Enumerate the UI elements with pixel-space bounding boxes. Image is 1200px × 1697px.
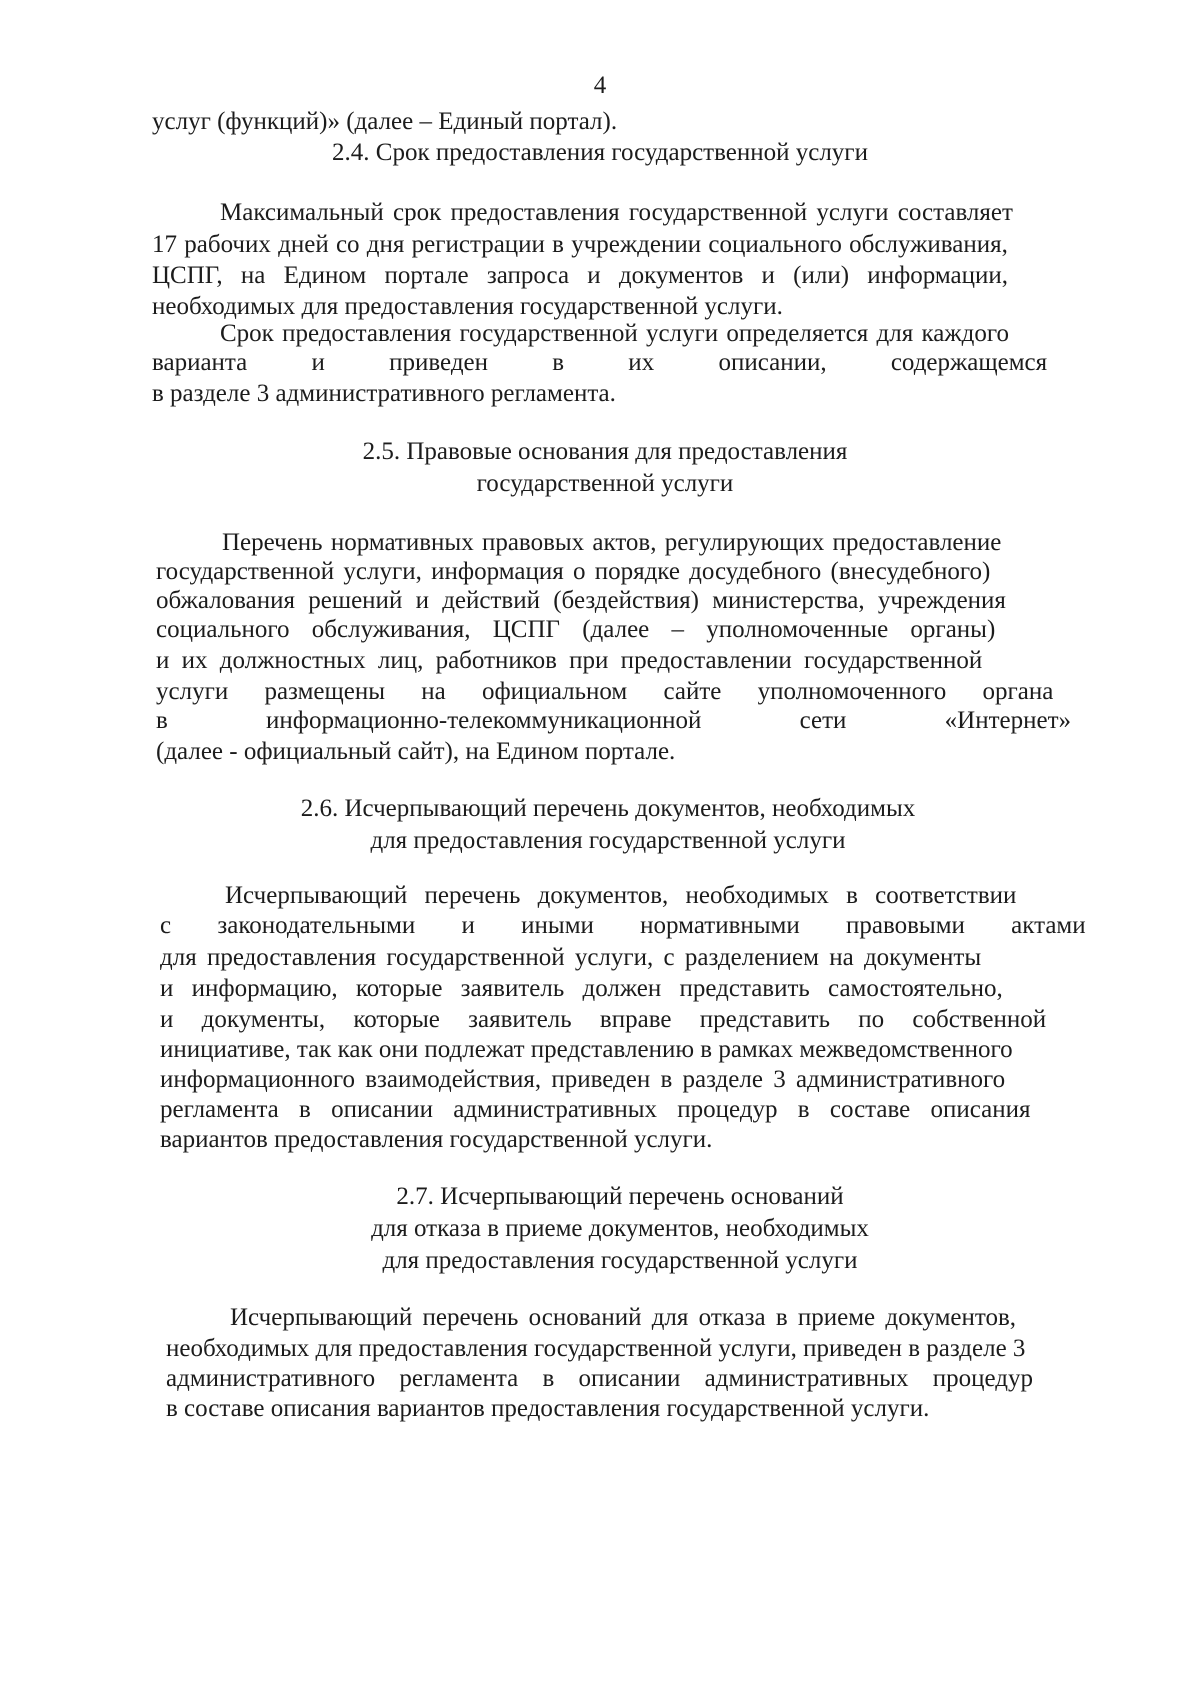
para-line: Исчерпывающий перечень документов, необходимых в соответствии: [225, 882, 1017, 909]
page-number: 4: [593, 72, 607, 99]
para-line-text: [152, 197, 1050, 229]
para-line: варианта и приведен в их описании, содержащемся: [152, 349, 1048, 376]
heading-line: 2.6. Исчерпывающий перечень документов, необходимых: [300, 795, 916, 822]
para-line: Исчерпывающий перечень оснований для отказа в приеме документов,: [230, 1304, 1017, 1331]
heading-line: для отказа в приеме документов, необходимых: [371, 1215, 869, 1242]
para-line: социального обслуживания, ЦСПГ (далее – уполномоченные органы): [156, 616, 996, 643]
para-line: административного регламента в описании административных процедур: [166, 1365, 1033, 1392]
section-2-4-heading: [0, 137, 1200, 169]
section-2-7-heading: [0, 1181, 1200, 1277]
heading-line: государственной услуги: [476, 470, 734, 497]
continuation-line: услуг (функций)» (далее – Единый портал).: [152, 108, 618, 135]
heading-line: 2.7. Исчерпывающий перечень оснований: [396, 1183, 844, 1210]
section-2-6-heading: [0, 793, 1200, 857]
section-2-5-heading: [0, 436, 1200, 500]
para-line: инициативе, так как они подлежат представлению в рамках межведомственного: [160, 1036, 1013, 1063]
para-line: в информационно-телекоммуникационной сети «Интернет»: [156, 707, 1072, 734]
para-line: (далее - официальный сайт), на Едином портале.: [156, 738, 676, 765]
para-line: регламента в описании административных процедур в составе описания: [160, 1096, 1031, 1123]
para-line: для предоставления государственной услуги, с разделением на документы: [160, 944, 982, 971]
heading-line: для предоставления государственной услуги: [370, 827, 846, 854]
para-line: и их должностных лиц, работников при предоставлении государственной: [156, 647, 983, 674]
para-line: информационного взаимодействия, приведен в разделе 3 административного: [160, 1066, 1006, 1093]
para-line: [152, 197, 1050, 229]
heading-line: 2.4. Срок предоставления государственной услуги: [332, 139, 868, 166]
para-line: и информацию, которые заявитель должен представить самостоятельно,: [160, 975, 1003, 1002]
para-line: 17 рабочих дней со дня регистрации в учреждении социального обслуживания,: [152, 231, 1008, 258]
para-line: в составе описания вариантов предоставления государственной услуги.: [166, 1395, 930, 1422]
para-line: Перечень нормативных правовых актов, регулирующих предоставление: [222, 529, 1002, 556]
para-line: с законодательными и иными нормативными правовыми актами: [160, 912, 1086, 939]
heading-line: для предоставления государственной услуги: [382, 1247, 858, 1274]
para-line: вариантов предоставления государственной услуги.: [160, 1126, 713, 1153]
heading-line: 2.5. Правовые основания для предоставления: [362, 438, 848, 465]
para-line: ЦСПГ, на Едином портале запроса и документов и (или) информации,: [152, 262, 1009, 289]
text: Максимальный срок предоставления государственной услуги составляет: [220, 199, 1013, 226]
para-line: необходимых для предоставления государственной услуги, приведен в разделе 3: [166, 1335, 1026, 1362]
para-line: необходимых для предоставления государственной услуги.: [152, 293, 783, 320]
para-line: и документы, которые заявитель вправе представить по собственной: [160, 1006, 1047, 1033]
para-line: в разделе 3 административного регламента.: [152, 380, 616, 407]
para-line: обжалования решений и действий (бездействия) министерства, учреждения: [156, 587, 1006, 614]
para-line: Срок предоставления государственной услуги определяется для каждого: [220, 320, 1009, 347]
para-line: услуги размещены на официальном сайте уполномоченного органа: [156, 678, 1054, 705]
para-line: государственной услуги, информация о порядке досудебного (внесудебного): [156, 558, 991, 585]
